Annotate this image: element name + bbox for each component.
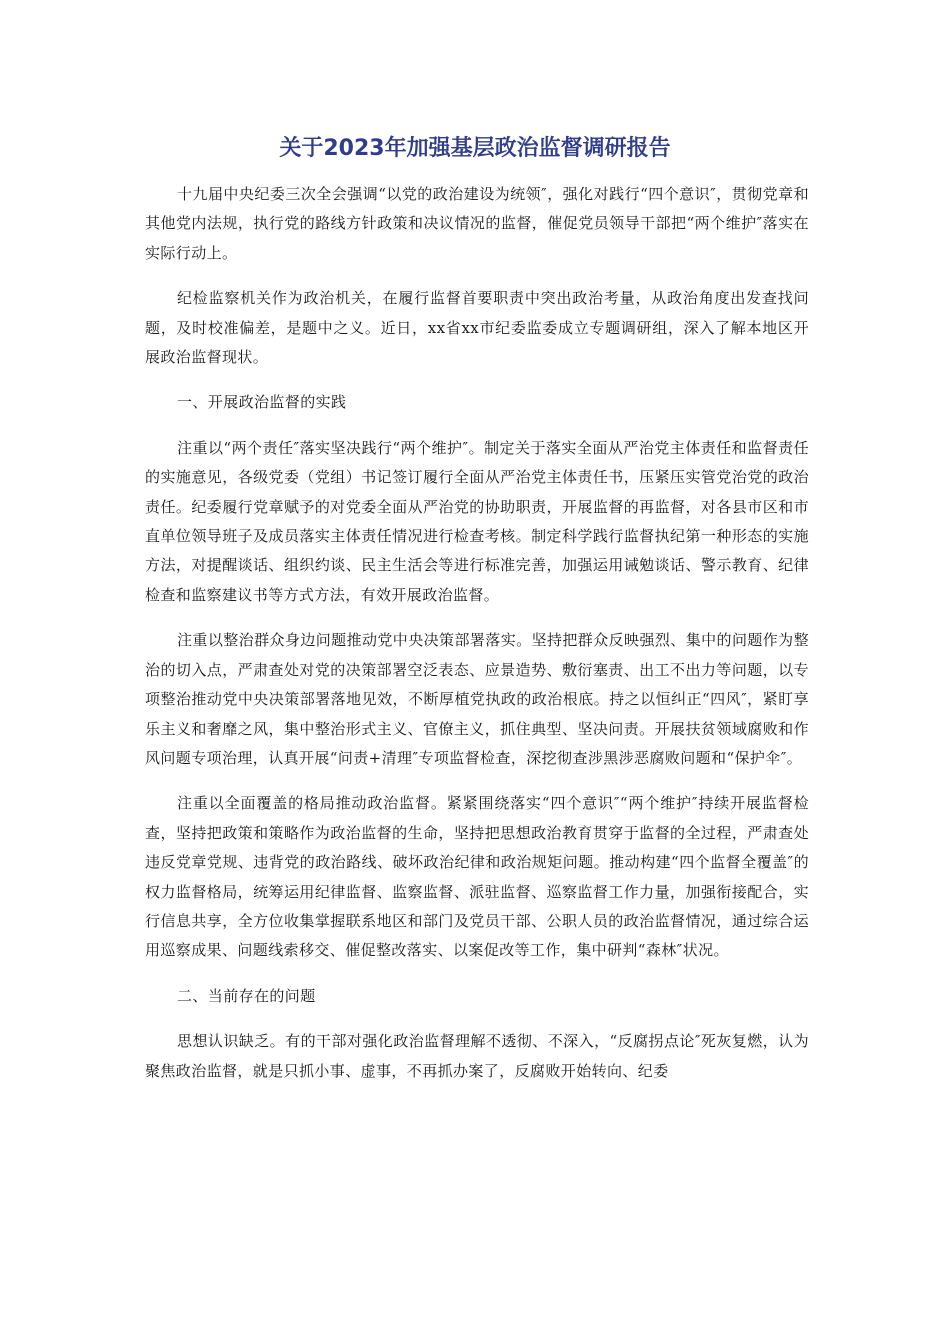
section-heading-problems: 二、当前存在的问题 [177,986,316,1005]
paragraph-background: 纪检监察机关作为政治机关，在履行监督首要职责中突出政治考量，从政治角度出发查找问题，及时校准偏差，是题中之义。近日，xx省xx市纪委监委成立专题调研组，深入了解本地区开展政治监督现状。 [145,289,809,367]
section-heading-practice: 一、开展政治监督的实践 [177,393,347,412]
paragraph-full-coverage: 注重以全面覆盖的格局推动政治监督。紧紧围绕落实“四个意识″“两个维护″持续开展监督检查，坚持把政策和策略作为政治监督的生命，坚持把思想政治教育贯穿于监督的全过程，严肃查处违反党章党规、违背党的政治路线、破坏政治纪律和政治规矩问题。推动构建“四个监督全覆盖″的权力监督格局，统筹运用纪律监督、监察监督、派驻监督、巡察监督工作力量，加强衔接配合，实行信息共享，全方位收集掌握联系地区和部门及党员干部、公职人员的政治监督情况，通过综合运用巡察成果、问题线索移交、催促整改落实、以案促改等工作，集中研判“森林″状况。 [145,794,809,960]
document-body [145,180,809,1102]
paragraph-two-responsibilities: 注重以“两个责任″落实坚决践行“两个维护″。制定关于落实全面从严治党主体责任和监督责任的实施意见，各级党委（党组）书记签订履行全面从严治党主体责任书，压紧压实管党治党的政治责任。纪委履行党章赋予的对党委全面从严治党的协助职责，开展监督的再监督，对各县市区和市直单位领导班子及成员落实主体责任情况进行检查考核。制定科学践行监督执纪第一种形态的实施方法，对提醒谈话、组织约谈、民主生活会等进行标准完善，加强运用诫勉谈话、警示教育、纪律检查和监察建议书等方式方法，有效开展政治监督。 [145,438,809,604]
paragraph-awareness: 思想认识缺乏。有的干部对强化政治监督理解不透彻、不深入，“反腐拐点论″死灰复燃，认为聚焦政治监督，就是只抓小事、虚事，不再抓办案了，反腐败开始转向、纪委 [145,1032,809,1080]
document-title: 关于2023年加强基层政治监督调研报告 [279,136,671,161]
paragraph-mass-issues: 注重以整治群众身边问题推动党中央决策部署落实。坚持把群众反映强烈、集中的问题作为整治的切入点，严肃查处对党的决策部署空泛表态、应景造势、敷衍塞责、出工不出力等问题，以专项整治推动党中央决策部署落地见效，不断厚植党执政的政治根底。持之以恒纠正“四风″，紧盯享乐主义和奢靡之风，集中整治形式主义、官僚主义，抓住典型、坚决问责。开展扶贫领域腐败和作风问题专项治理，认真开展“问责+清理″专项监督检查，深挖彻查涉黑涉恶腐败问题和“保护伞″。 [145,631,809,767]
paragraph-intro: 十九届中央纪委三次全会强调“以党的政治建设为统领″，强化对践行“四个意识″，贯彻党章和其他党内法规，执行党的路线方针政策和决议情况的监督，催促党员领导干部把“两个维护″落实在实际行动上。 [145,185,809,262]
